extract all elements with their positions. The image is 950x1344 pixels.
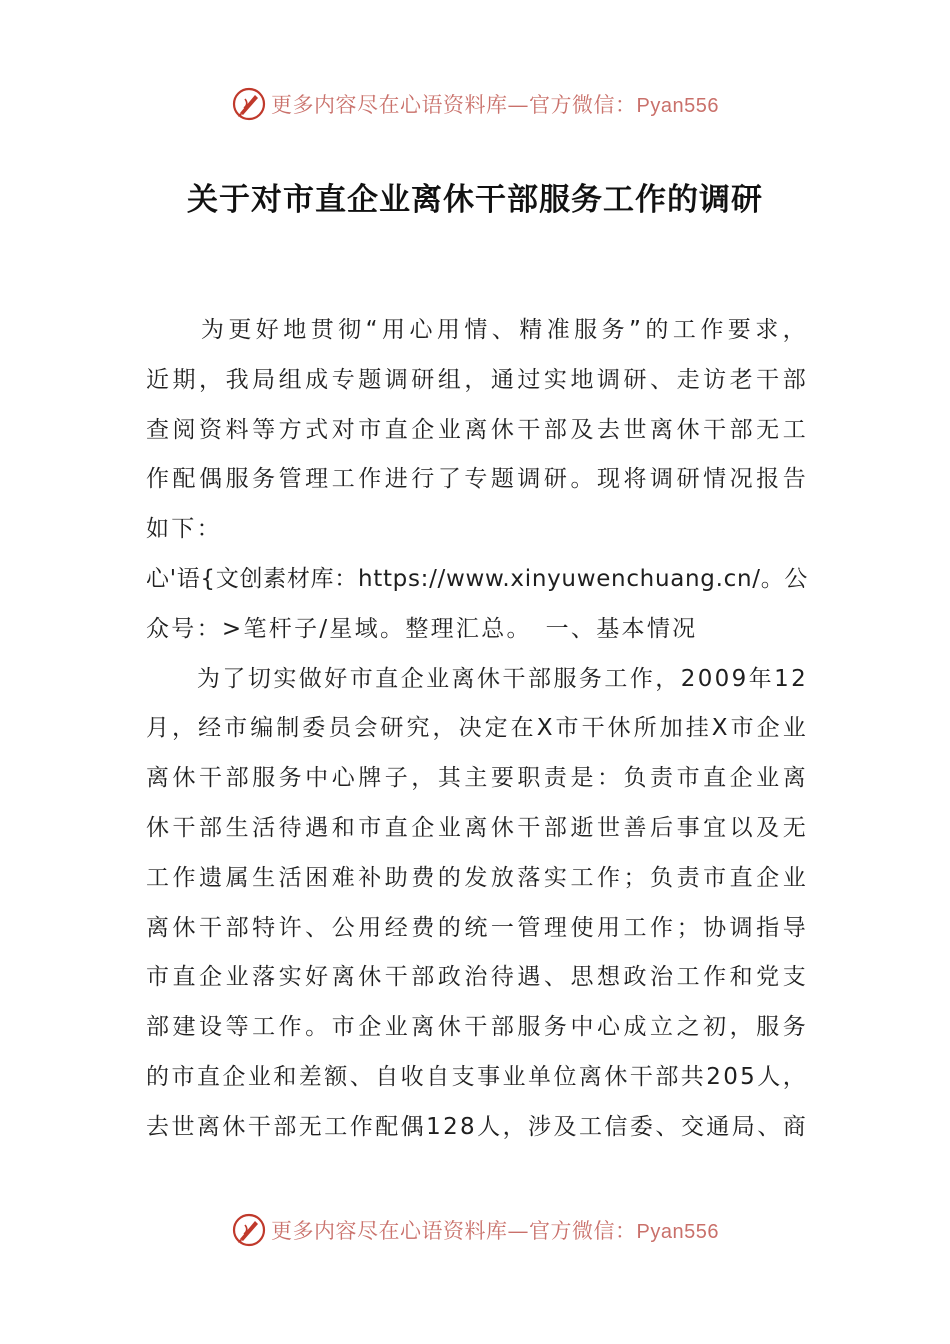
- body-line: 的市直企业和差额、自收自支事业单位离休干部共205人，: [146, 1063, 808, 1090]
- body-line: 近期，我局组成专题调研组，通过实地调研、走访老干部: [146, 366, 808, 393]
- body-line: 休干部生活待遇和市直企业离休干部逝世善后事宜以及无: [146, 814, 808, 841]
- banner-text: 更多内容尽在心语资料库—官方微信：Pyan556: [271, 1219, 719, 1243]
- body-line: 工作遗属生活困难补助费的发放落实工作；负责市直企业: [146, 864, 808, 891]
- body-line: 如下：: [146, 516, 222, 543]
- footer-banner: [0, 1208, 950, 1252]
- body-line: 市直企业落实好离休干部政治待遇、思想政治工作和党支: [146, 964, 808, 991]
- body-line: 离休干部特许、公用经费的统一管理使用工作；协调指导: [146, 914, 808, 941]
- banner-text: 更多内容尽在心语资料库—官方微信：Pyan556: [271, 93, 719, 117]
- body-line: 为了切实做好市直企业离休干部服务工作，2009年12: [146, 665, 808, 692]
- pen-logo-icon: [231, 86, 267, 122]
- document-title: 关于对市直企业离休干部服务工作的调研: [187, 182, 763, 218]
- body-line: 为更好地贯彻“用心用情、精准服务”的工作要求，: [146, 317, 808, 343]
- body-line: 离休干部服务中心牌子，其主要职责是：负责市直企业离: [146, 765, 808, 792]
- header-banner: [0, 82, 950, 126]
- pen-logo-icon: [231, 1212, 267, 1248]
- body-line: 心'语{文创素材库：https://www.xinyuwenchuang.cn/。公: [146, 565, 809, 592]
- body-line: 去世离休干部无工作配偶128人，涉及工信委、交通局、商: [146, 1113, 808, 1140]
- body-line: 部建设等工作。市企业离休干部服务中心成立之初，服务: [146, 1014, 808, 1041]
- body-line: 查阅资料等方式对市直企业离休干部及去世离休干部无工: [146, 416, 808, 443]
- document-body: [146, 306, 808, 1153]
- body-line: 月，经市编制委员会研究，决定在X市干休所加挂X市企业: [146, 715, 808, 742]
- body-line: 作配偶服务管理工作进行了专题调研。现将调研情况报告: [146, 466, 808, 493]
- body-line: 众号：>笔杆子/星域。整理汇总。 一、基本情况: [146, 615, 698, 642]
